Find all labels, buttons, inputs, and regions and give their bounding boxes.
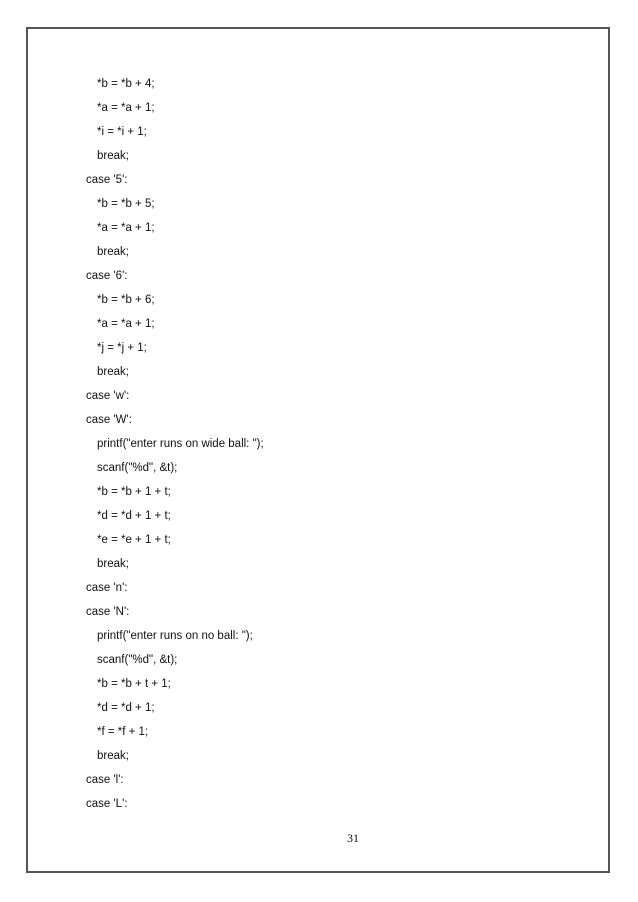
page-number: 31 xyxy=(347,831,359,845)
code-statement-line: *e = *e + 1 + t; xyxy=(97,534,171,546)
code-listing xyxy=(86,72,566,816)
code-statement-line: *a = *a + 1; xyxy=(97,222,155,234)
code-statement-line: break; xyxy=(97,750,129,762)
code-statement-line: scanf("%d", &t); xyxy=(97,654,178,666)
code-case-line: case 'l': xyxy=(86,774,124,786)
code-statement-line: break; xyxy=(97,150,129,162)
code-statement-line: *a = *a + 1; xyxy=(97,318,155,330)
code-case-line: case '6': xyxy=(86,270,128,282)
code-statement-line: *b = *b + 1 + t; xyxy=(97,486,171,498)
code-case-line: case 'L': xyxy=(86,798,128,810)
code-case-line: case 'n': xyxy=(86,582,128,594)
code-statement-line: printf("enter runs on no ball: "); xyxy=(97,630,253,642)
code-statement-line: *b = *b + 5; xyxy=(97,198,155,210)
code-case-line: case '5': xyxy=(86,174,128,186)
code-statement-line: *a = *a + 1; xyxy=(97,102,155,114)
code-case-line: case 'W': xyxy=(86,414,132,426)
code-statement-line: *i = *i + 1; xyxy=(97,126,147,138)
code-statement-line: break; xyxy=(97,366,129,378)
code-statement-line: *d = *d + 1 + t; xyxy=(97,510,171,522)
code-statement-line: *b = *b + 6; xyxy=(97,294,155,306)
code-statement-line: *d = *d + 1; xyxy=(97,702,155,714)
code-case-line: case 'N': xyxy=(86,606,130,618)
code-case-line: case 'w': xyxy=(86,390,130,402)
code-statement-line: printf("enter runs on wide ball: "); xyxy=(97,438,264,450)
code-statement-line: *f = *f + 1; xyxy=(97,726,149,738)
code-statement-line: *b = *b + t + 1; xyxy=(97,678,171,690)
code-statement-line: scanf("%d", &t); xyxy=(97,462,178,474)
code-statement-line: *b = *b + 4; xyxy=(97,78,155,90)
code-statement-line: break; xyxy=(97,246,129,258)
code-statement-line: *j = *j + 1; xyxy=(97,342,147,354)
code-statement-line: break; xyxy=(97,558,129,570)
